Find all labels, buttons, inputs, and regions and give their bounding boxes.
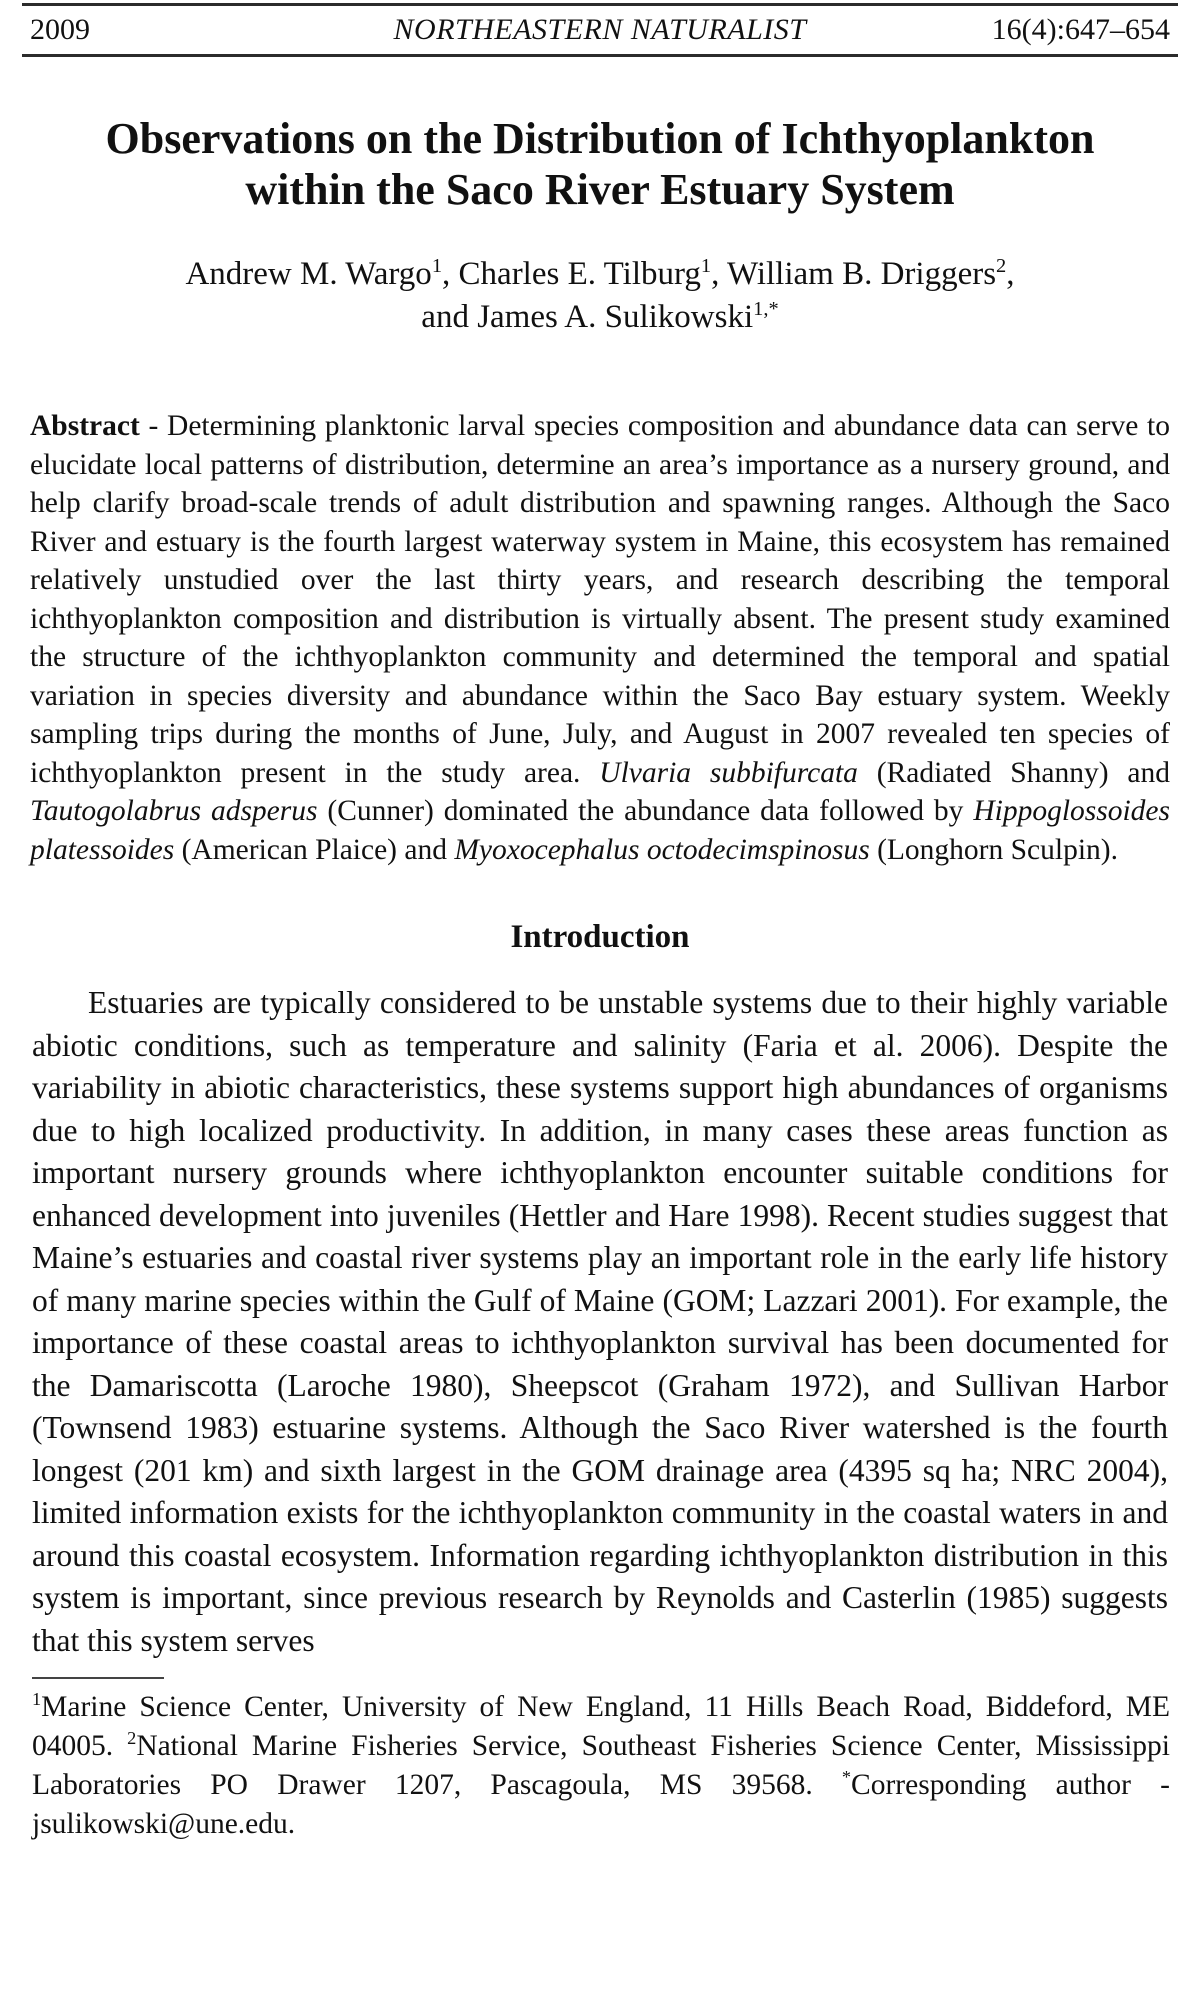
article-title-line-2: within the Saco River Estuary System xyxy=(245,165,955,214)
introduction-heading: Introduction xyxy=(510,919,690,955)
header-bottom-rule xyxy=(22,54,1178,57)
article-title xyxy=(40,113,1160,215)
footnote-text: $^1$Marine Science Center, University of New England, 11 Hills Beach Road, Biddeford, ME 04005. $^2$National Marine Fisheries Service, Southeast Fisheries Science Center, Mississippi Laboratories PO Drawer 1207, Pascagoula, MS 39568. *Corresponding author - jsulikowski@une.edu. xyxy=(32,1689,1171,1840)
author-list xyxy=(40,253,1160,339)
author-line-2: and James A. Sulikowski$^{1,*}$ xyxy=(421,298,779,335)
journal-name: NORTHEASTERN NATURALIST xyxy=(393,13,807,46)
author-line-1: Andrew M. Wargo$^1$, Charles E. Tilburg$^1$, William B. Driggers$^2$, xyxy=(185,255,1015,292)
header-year: 2009 xyxy=(30,13,90,46)
journal-header xyxy=(30,6,1170,54)
article-title-line-1: Observations on the Distribution of Ichthyoplankton xyxy=(105,114,1095,163)
footnote-divider xyxy=(32,1677,164,1679)
header-citation: 16(4):647–654 xyxy=(991,13,1170,46)
introduction-paragraph: Estuaries are typically considered to be unstable systems due to their highly variable abiotic conditions, such as temperature and salinity (Faria et al. 2006). Despite the variability in abiotic characteristics, these systems support high abundances of organisms due to high localized productivity. In addition, in many cases these areas function as important nursery grounds where ichthyoplankton encounter suitable conditions for enhanced development into juveniles (Hettler and Hare 1998). Recent studies suggest that Maine’s estuaries and coastal river systems play an important role in the early life history of many marine species within the Gulf of Maine (GOM; Lazzari 2001). For example, the importance of these coastal areas to ichthyoplankton survival has been documented for the Damariscotta (Laroche 1980), Sheepscot (Graham 1972), and Sullivan Harbor (Townsend 1983) estuarine systems. Although the Saco River watershed is the fourth longest (201 km) and sixth largest in the GOM drainage area (4395 sq ha; NRC 2004), limited information exists for the ichthyoplankton community in the coastal waters in and around this coastal ecosystem. Information regarding ichthyoplankton distribution in this system is important, since previous research by Reynolds and Casterlin (1985) suggests that this system serves xyxy=(32,985,1168,1658)
abstract-paragraph: Abstract - Determining planktonic larval species composition and abundance data can serve to elucidate local patterns of distribution, determine an area’s importance as a nursery ground, and help clarify broad-scale trends of adult distribution and spawning ranges. Although the Saco River and estuary is the fourth largest waterway system in Maine, this ecosystem has remained relatively unstudied over the last thirty years, and research describing the temporal ichthyoplankton composition and distribution is virtually absent. The present study examined the structure of the ichthyoplankton community and determined the temporal and spatial variation in species diversity and abundance within the Saco Bay estuary system. Weekly sampling trips during the months of June, July, and August in 2007 revealed ten species of ichthyoplankton present in the study area. Ulvaria subbifurcata (Radiated Shanny) and Tautogolabrus adsperus (Cunner) dominated the abundance data followed by Hippoglossoides platessoides (American Plaice) and Myoxocephalus octodecimspinosus (Longhorn Sculpin). xyxy=(30,410,1170,866)
